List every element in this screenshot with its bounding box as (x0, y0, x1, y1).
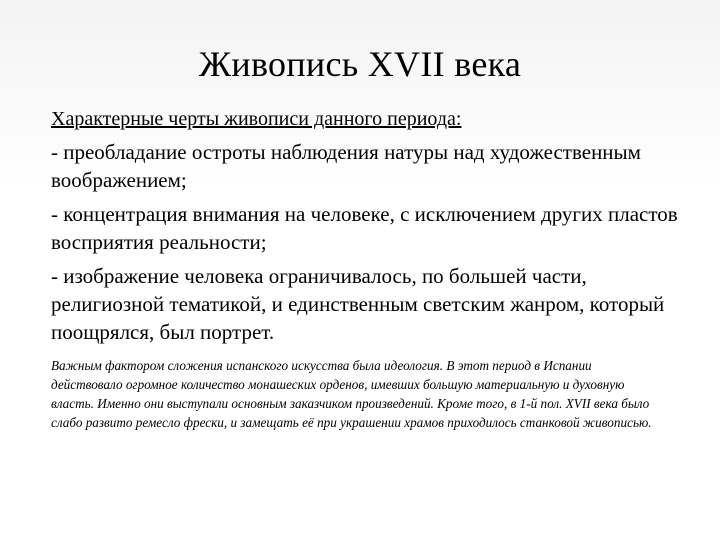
bullet-item: - концентрация внимания на человеке, с исключением других пластов восприятия реальности; (51, 202, 678, 254)
bullet-item: - изображение человека ограничивалось, по большей части, религиозной тематикой, и единственным светским жанром, который поощрялся, был портрет. (51, 264, 665, 344)
note-paragraph: Важным фактором сложения испанского искусства была идеология. В этот период в Испании действовало огромное количество монашеских орденов, имевших большую материальную и духовную власть. Именно они выступали основным заказчиком произведений. Кроме того, в 1-й пол. XVII века было слабо развито ремесло фрески, и замещать её при украшении храмов приходилось станковой живописью. (51, 358, 652, 430)
slide-title: Живопись XVII века (198, 44, 522, 84)
slide-content (51, 106, 691, 432)
lead-heading: Характерные черты живописи данного периода: (51, 108, 462, 130)
bullet-item: - преобладание остроты наблюдения натуры над художественным воображением; (51, 140, 641, 192)
